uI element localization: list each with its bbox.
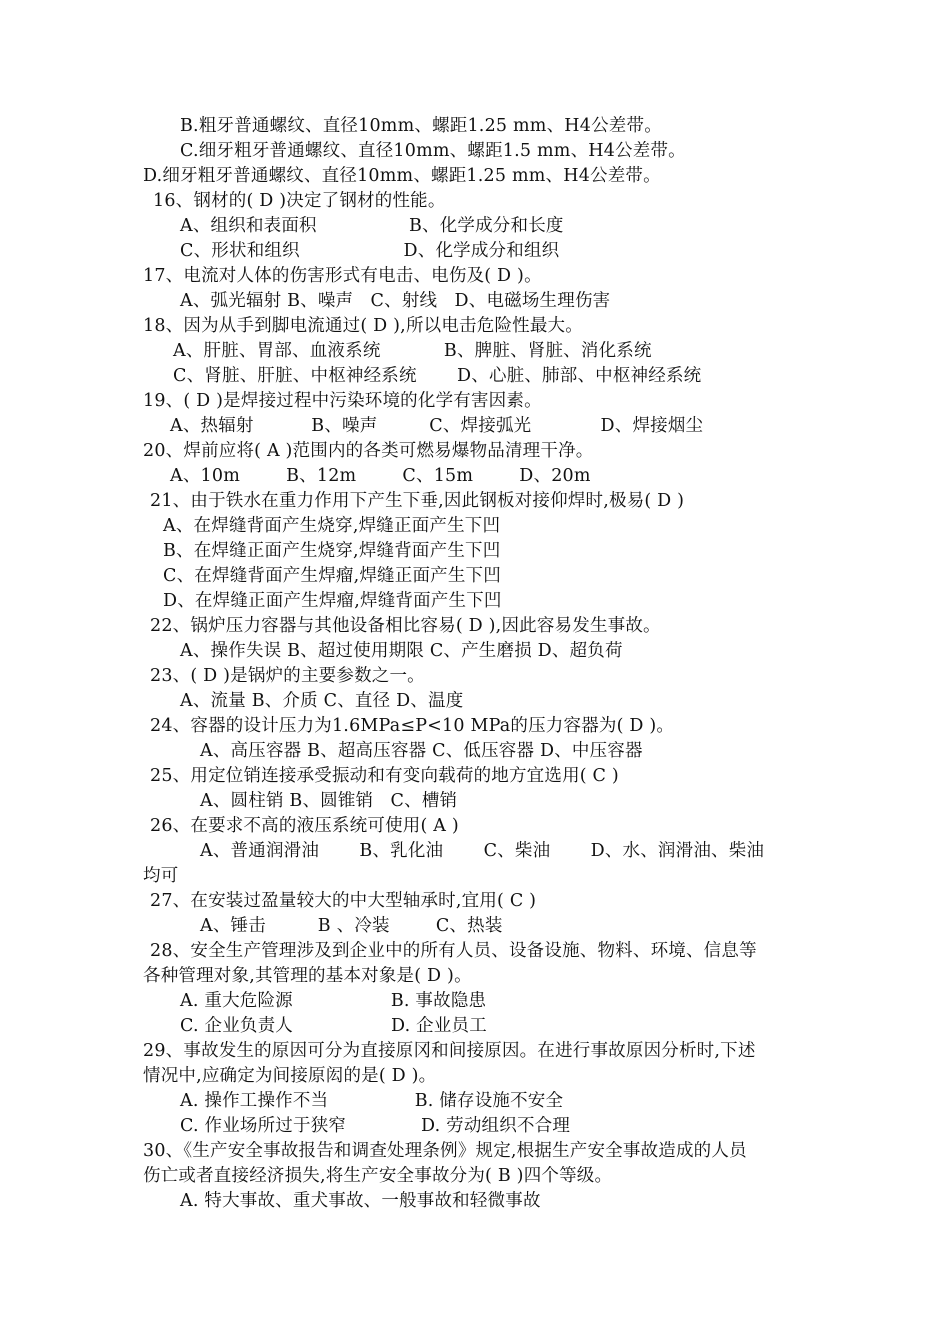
text-line: 27、在安装过盈量较大的中大型轴承时,宜用( C ) — [150, 891, 537, 911]
text-line: 25、用定位销连接承受振动和有变向载荷的地方宜选用( C ) — [150, 766, 619, 786]
text-line: A、锤击 B 、冷装 C、热装 — [200, 916, 503, 936]
text-line: 17、电流对人体的伤害形式有电击、电伤及( D )。 — [143, 266, 542, 286]
text-line: 18、因为从手到脚电流通过( D ),所以电击危险性最大。 — [143, 316, 583, 336]
text-line: 均可 — [143, 866, 179, 886]
text-line: C.细牙粗牙普通螺纹、直径10mm、螺距1.5 mm、H4公差带。 — [180, 141, 686, 161]
text-line: C. 作业场所过于狭窄 D. 劳动组织不合理 — [180, 1116, 571, 1136]
text-line: A、组织和表面积 B、化学成分和长度 — [180, 216, 564, 236]
text-line: B.粗牙普通螺纹、直径10mm、螺距1.25 mm、H4公差带。 — [180, 116, 662, 136]
text-line: A. 重大危险源 B. 事故隐患 — [180, 991, 487, 1011]
text-line: D、在焊缝正面产生焊瘤,焊缝背面产生下凹 — [163, 591, 502, 611]
text-line: 伤亡或者直接经济损失,将生产安全事故分为( B )四个等级。 — [143, 1166, 613, 1186]
text-line: 29、事故发生的原因可分为直接原冈和间接原因。在进行事故原因分析时,下述 — [143, 1041, 756, 1061]
text-line: 26、在要求不高的液压系统可使用( A ) — [150, 816, 459, 836]
text-line: A、热辐射 B、噪声 C、焊接弧光 D、焊接烟尘 — [170, 416, 704, 436]
text-line: A、肝脏、胃部、血液系统 B、脾脏、肾脏、消化系统 — [173, 341, 652, 361]
text-line: 22、锅炉压力容器与其他设备相比容易( D ),因此容易发生事故。 — [150, 616, 661, 636]
text-line: A. 特大事故、重犬事故、一般事故和轻微事故 — [180, 1191, 541, 1211]
text-line: D.细牙粗牙普通螺纹、直径10mm、螺距1.25 mm、H4公差带。 — [143, 166, 661, 186]
text-line: A、圆柱销 B、圆锥销 C、槽销 — [200, 791, 458, 811]
text-line: A、高压容器 B、超高压容器 C、低压容器 D、中压容器 — [200, 741, 643, 761]
text-line: C. 企业负责人 D. 企业员工 — [180, 1016, 487, 1036]
text-line: 28、安全生产管理涉及到企业中的所有人员、设备设施、物料、环境、信息等 — [150, 941, 757, 961]
text-line: 20、焊前应将( A )范围内的各类可燃易爆物品清理干净。 — [143, 441, 594, 461]
text-line: A、10m B、12m C、15m D、20m — [170, 466, 591, 486]
text-line: C、肾脏、肝脏、中枢神经系统 D、心脏、肺部、中枢神经系统 — [173, 366, 702, 386]
text-line: 19、( D )是焊接过程中污染环境的化学有害因素。 — [143, 391, 542, 411]
text-line: 21、由于铁水在重力作用下产生下垂,因此钢板对接仰焊时,极易( D ) — [150, 491, 685, 511]
text-line: A. 操作工操作不当 B. 储存设施不安全 — [180, 1091, 564, 1111]
text-line: C、在焊缝背面产生焊瘤,焊缝正面产生下凹 — [163, 566, 501, 586]
text-line: 23、( D )是锅炉的主要参数之一。 — [150, 666, 425, 686]
text-line: A、在焊缝背面产生烧穿,焊缝正面产生下凹 — [163, 516, 501, 536]
text-line: B、在焊缝正面产生烧穿,焊缝背面产生下凹 — [163, 541, 501, 561]
text-line: 24、容器的设计压力为1.6MPa≤P<10 MPa的压力容器为( D )。 — [150, 716, 675, 736]
text-line: A、普通润滑油 B、乳化油 C、柴油 D、水、润滑油、柴油 — [200, 841, 765, 861]
text-line: A、流量 B、介质 C、直径 D、温度 — [180, 691, 464, 711]
text-line: A、操作失误 B、超过使用期限 C、产生磨损 D、超负荷 — [180, 641, 623, 661]
text-line: 情况中,应确定为间接原闳的是( D )。 — [143, 1066, 437, 1086]
text-line: 各种管理对象,其管理的基本对象是( D )。 — [143, 966, 472, 986]
text-line: 30、《生产安全事故报告和调查处理条例》规定,根据生产安全事故造成的人员 — [143, 1141, 747, 1161]
text-line: C、形状和组织 D、化学成分和组织 — [180, 241, 560, 261]
text-line: A、弧光辐射 B、噪声 C、射线 D、电磁场生理伤害 — [180, 291, 611, 311]
text-line: 16、钢材的( D )决定了钢材的性能。 — [153, 191, 446, 211]
